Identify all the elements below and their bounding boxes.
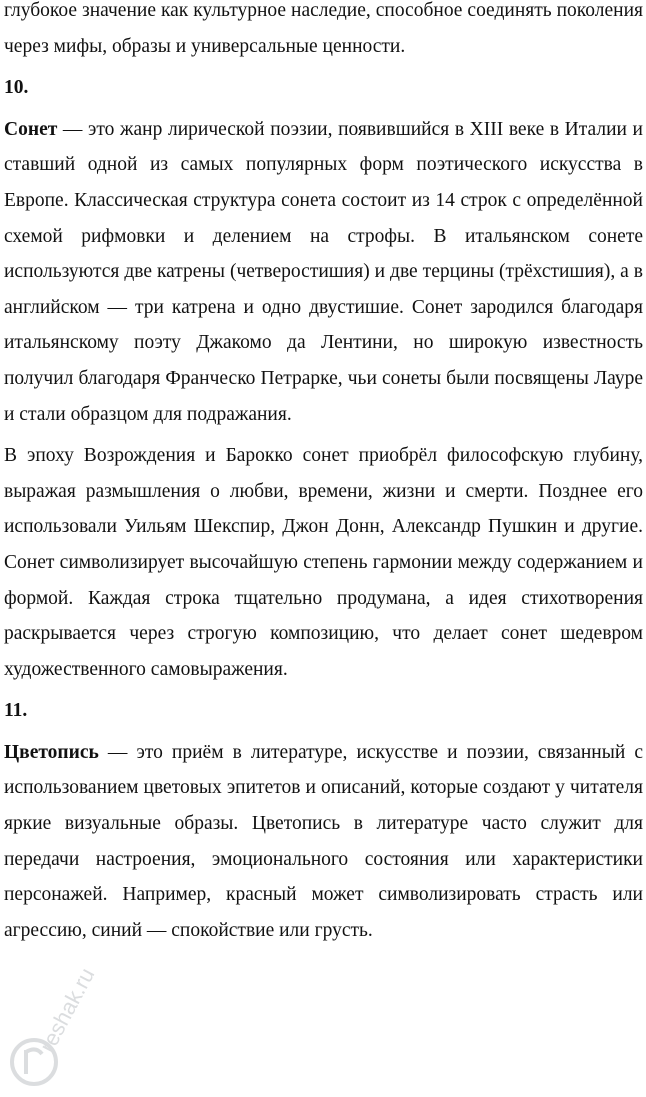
term-sonnet: Сонет: [4, 118, 58, 140]
term-color-writing: Цветопись: [4, 741, 99, 763]
section-number-11: 11.: [4, 700, 28, 722]
document-page: [4, 0, 643, 954]
intro-paragraph: глубокое значение как культурное наследие, способное соединять поколения через мифы, образы и универсальные ценности.: [4, 0, 643, 57]
sonnet-paragraph-1: [4, 112, 643, 432]
sonnet-definition: — это жанр лирической поэзии, появившийся в XIII веке в Италии и ставший одной из самых популярных форм поэтического искусства в Европе. Классическая структура сонета состоит из 14 строк с определённой схемой рифмовки и делением на строфы. В итальянском сонете используются две катрены (четверостишия) и две терцины (трёхстишия), а в английском — три катрена и одно двустишие. Сонет зародился благодаря итальянскому поэту Джакомо да Лентини, но широкую известность получил благодаря Франческо Петрарке, чьи сонеты были посвящены Лауре и стали образцом для подражания.: [4, 118, 643, 425]
sonnet-paragraph-2: В эпоху Возрождения и Барокко сонет приобрёл философскую глубину, выражая размышления о любви, времени, жизни и смерти. Позднее его использовали Уильям Шекспир, Джон Донн, Александр Пушкин и другие. Сонет символизирует высочайшую степень гармонии между содержанием и формой. Каждая строка тщательно продумана, а идея стихотворения раскрывается через строгую композицию, что делает сонет шедевром художественного самовыражения.: [4, 445, 643, 680]
watermark-logo: [6, 942, 156, 1092]
color-paragraph: [4, 735, 643, 949]
section-number-10: 10.: [4, 77, 29, 99]
watermark-text: reshak.ru: [34, 963, 100, 1057]
color-definition: — это приём в литературе, искусстве и поэзии, связанный с использованием цветовых эпитетов и описаний, которые создают у читателя яркие визуальные образы. Цветопись в литературе часто служит для передачи настроения, эмоционального состояния или характеристики персонажей. Например, красный может символизировать страсть или агрессию, синий — спокойствие или грусть.: [4, 741, 643, 941]
